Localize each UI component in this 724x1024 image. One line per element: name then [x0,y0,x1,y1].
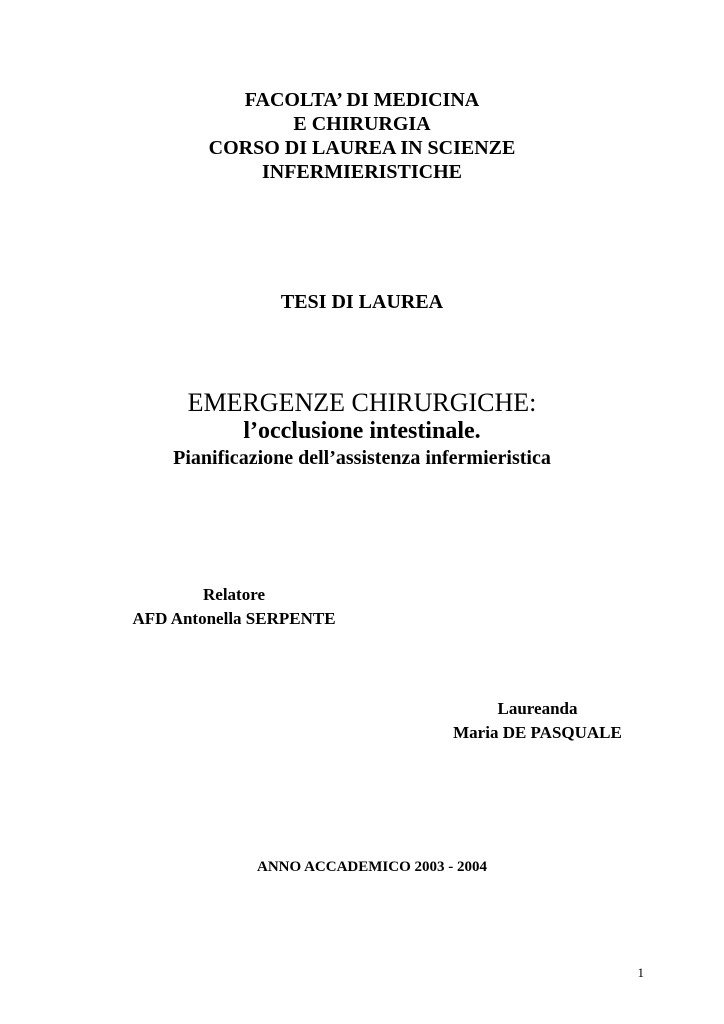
supervisor-name: AFD Antonella SERPENTE [132,609,336,628]
thesis-subtitle-secondary: Pianificazione dell’assistenza infermieristica [173,447,551,469]
faculty-header [0,88,724,184]
graduate-label: Laureanda [497,699,578,718]
graduate-name: Maria DE PASQUALE [453,723,622,742]
thesis-title: EMERGENZE CHIRURGICHE: [187,388,537,417]
graduate-block [420,697,655,745]
supervisor-label: Relatore [203,585,265,604]
thesis-type-label: TESI DI LAUREA [280,291,444,313]
supervisor-block [104,583,364,631]
faculty-line-4: INFERMIERISTICHE [261,161,463,183]
page-number: 1 [637,965,644,980]
thesis-subtitle: l’occlusione intestinale. [243,418,481,444]
academic-year: ANNO ACCADEMICO 2003 - 2004 [257,859,487,875]
faculty-line-2: E CHIRURGIA [293,113,431,135]
thesis-type [0,290,724,314]
faculty-line-3: CORSO DI LAUREA IN SCIENZE [208,137,516,159]
faculty-line-1: FACOLTA’ DI MEDICINA [244,89,480,111]
